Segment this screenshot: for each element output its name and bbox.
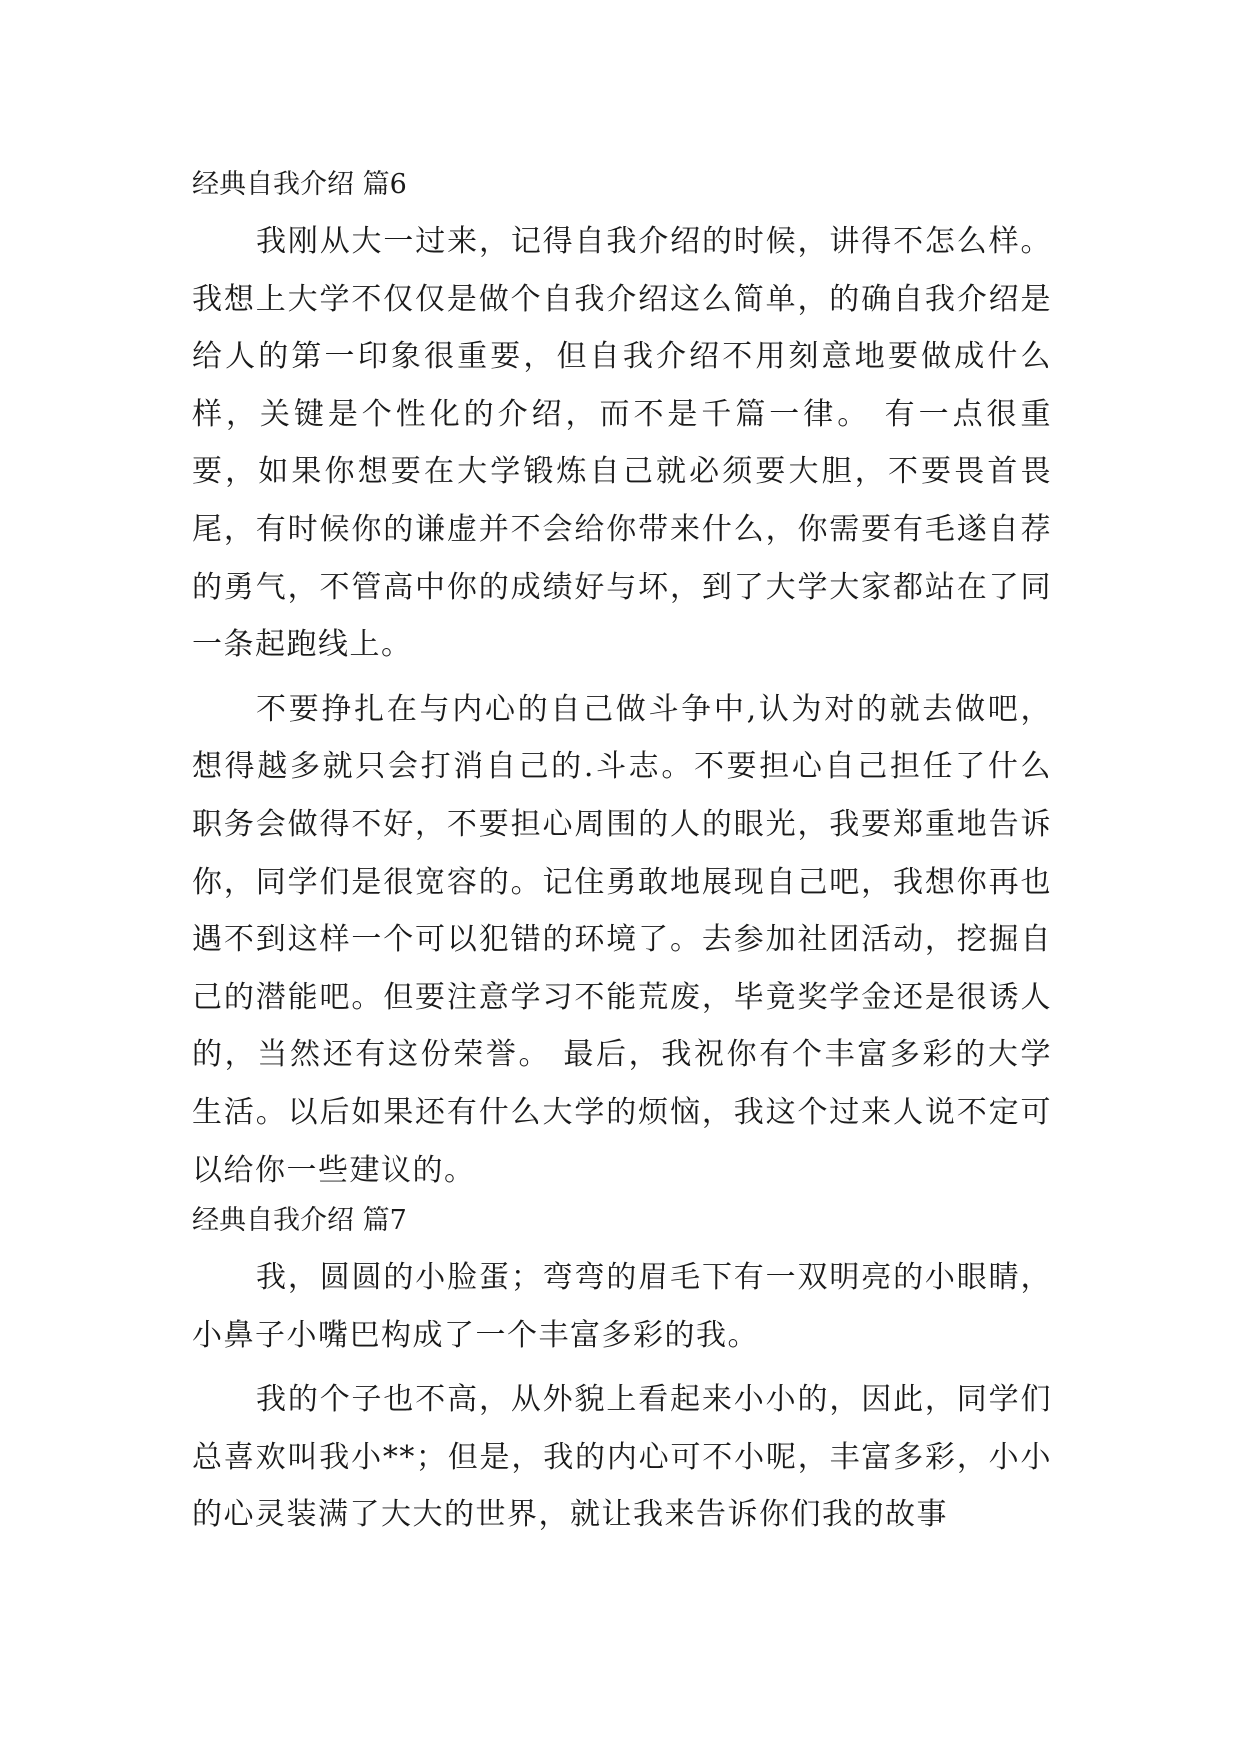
paragraph: 我，圆圆的小脸蛋；弯弯的眉毛下有一双明亮的小眼睛，小鼻子小嘴巴构成了一个丰富多彩的我。 bbox=[192, 1260, 1052, 1353]
document-page bbox=[192, 165, 1052, 1544]
paragraph: 我刚从大一过来，记得自我介绍的时候，讲得不怎么样。我想上大学不仅仅是做个自我介绍这么简单，的确自我介绍是给人的第一印象很重要，但自我介绍不用刻意地要做成什么样，关键是个性化的介绍，而不是千篇一律。 有一点很重要，如果你想要在大学锻炼自己就必须要大胆，不要畏首畏尾，有时候你的谦虚并不会给你带来什么，你需要有毛遂自荐的勇气，不管高中你的成绩好与坏，到了大学大家都站在了同一条起跑线上。 bbox=[192, 224, 1052, 663]
paragraph: 我的个子也不高，从外貌上看起来小小的，因此，同学们总喜欢叫我小**；但是，我的内心可不小呢，丰富多彩，小小的心灵装满了大大的世界，就让我来告诉你们我的故事 bbox=[192, 1382, 1052, 1533]
section-heading: 经典自我介绍 篇6 bbox=[192, 169, 407, 200]
paragraph: 不要挣扎在与内心的自己做斗争中,认为对的就去做吧，想得越多就只会打消自己的.斗志。不要担心自己担任了什么职务会做得不好，不要担心周围的人的眼光，我要郑重地告诉你，同学们是很宽容的。记住勇敢地展现自己吧，我想你再也遇不到这样一个可以犯错的环境了。去参加社团活动，挖掘自己的潜能吧。但要注意学习不能荒废，毕竟奖学金还是很诱人的，当然还有这份荣誉。 最后，我祝你有个丰富多彩的大学生活。以后如果还有什么大学的烦恼，我这个过来人说不定可以给你一些建议的。 bbox=[192, 691, 1052, 1188]
section-heading: 经典自我介绍 篇7 bbox=[192, 1205, 407, 1237]
